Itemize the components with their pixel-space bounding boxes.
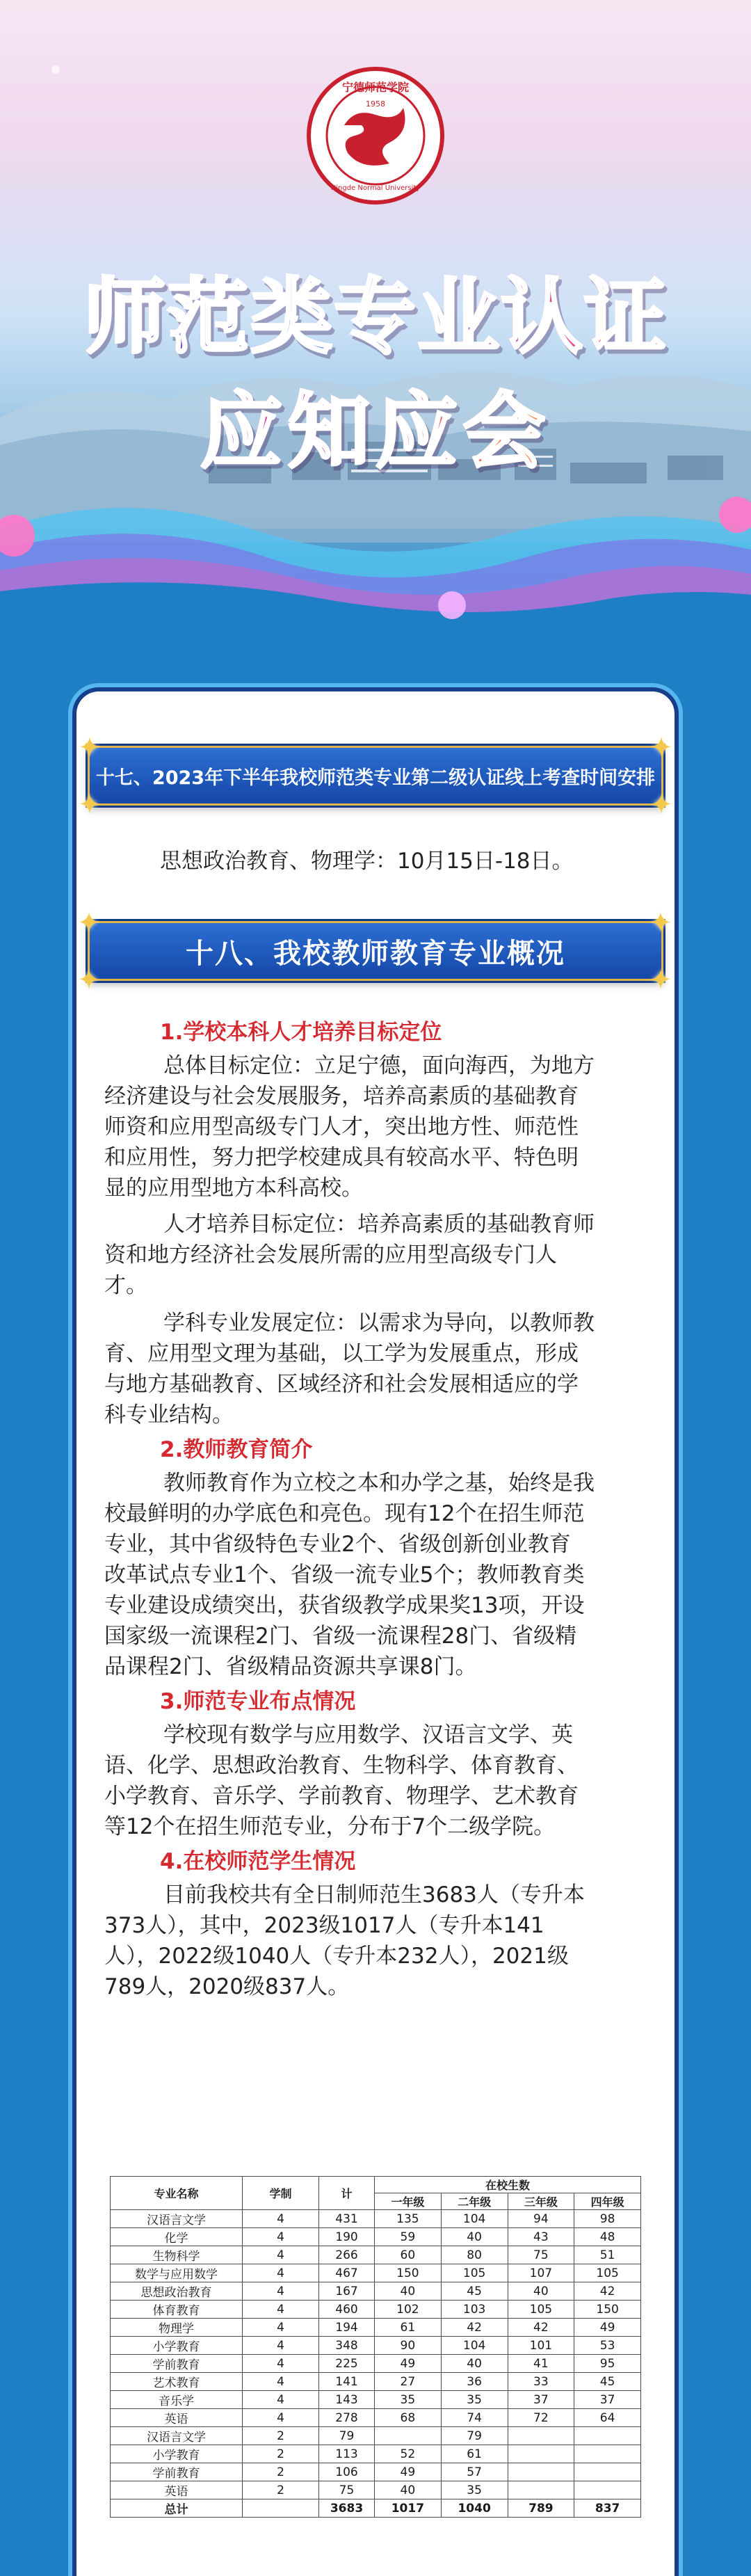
table-cell: 2 (243, 2445, 319, 2463)
section-18-banner (77, 907, 674, 996)
table-cell: 学前教育 (111, 2463, 243, 2481)
table-cell: 460 (319, 2301, 375, 2319)
table-row (111, 2355, 641, 2373)
table-cell: 40 (508, 2282, 574, 2301)
heading-teacher-education: 2.教师教育简介 (160, 1437, 313, 1462)
table-cell: 4 (243, 2210, 319, 2228)
star-icon: ✦ (77, 964, 102, 996)
table-cell: 数学与应用数学 (111, 2264, 243, 2282)
table-cell: 49 (375, 2463, 442, 2481)
table-cell: 英语 (111, 2481, 243, 2499)
table-cell: 431 (319, 2210, 375, 2228)
table-cell: 167 (319, 2282, 375, 2301)
table-cell: 68 (375, 2409, 442, 2427)
table-cell: 75 (508, 2246, 574, 2264)
table-cell: 2 (243, 2463, 319, 2481)
table-cell: 53 (574, 2337, 641, 2355)
table-cell: 74 (441, 2409, 508, 2427)
paragraph-line: 373人），其中，2023级1017人（专升本141 (104, 1913, 544, 1938)
table-cell: 3683 (319, 2499, 375, 2518)
table-cell: 278 (319, 2409, 375, 2427)
star-icon: ✦ (649, 964, 674, 996)
table-cell: 94 (508, 2210, 574, 2228)
table-cell: 41 (508, 2355, 574, 2373)
table-cell: 42 (441, 2319, 508, 2337)
table-row (111, 2409, 641, 2427)
table-row (111, 2319, 641, 2337)
svg-text:1958: 1958 (366, 99, 385, 109)
page-subtitle: 应知应会 (0, 365, 751, 483)
table-cell: 467 (319, 2264, 375, 2282)
table-cell: 4 (243, 2337, 319, 2355)
university-logo (306, 66, 445, 205)
table-cell: 42 (508, 2319, 574, 2337)
paragraph-line: 总体目标定位：立足宁德，面向海西，为地方 (163, 1053, 595, 1078)
table-cell: 61 (375, 2319, 442, 2337)
paragraph-line: 资和地方经济社会发展所需的应用型高级专门人 (104, 1242, 557, 1267)
table-row (111, 2337, 641, 2355)
table-cell: 266 (319, 2246, 375, 2264)
table-cell: 61 (441, 2445, 508, 2463)
paragraph-line: 品课程2门、省级精品资源共享课8门。 (104, 1654, 477, 1679)
table-row (111, 2391, 641, 2409)
table-row (111, 2427, 641, 2445)
table-cell: 43 (508, 2228, 574, 2246)
table-cell: 2 (243, 2481, 319, 2499)
heading-training-goals: 1.学校本科人才培养目标定位 (160, 1020, 442, 1045)
star-icon: ✦ (649, 732, 673, 764)
table-cell: 37 (508, 2391, 574, 2409)
section-17-title: 十七、2023年下半年我校师范类专业第二级认证线上考查时间安排 (95, 767, 656, 789)
table-cell: 汉语言文学 (111, 2427, 243, 2445)
table-cell: 105 (441, 2264, 508, 2282)
table-row (111, 2481, 641, 2499)
table-cell: 48 (574, 2228, 641, 2246)
heading-majors-distribution: 3.师范专业布点情况 (160, 1689, 356, 1714)
students-table (110, 2176, 641, 2518)
table-cell: 225 (319, 2355, 375, 2373)
table-cell: 101 (508, 2337, 574, 2355)
table-cell: 104 (441, 2210, 508, 2228)
table-cell: 35 (441, 2391, 508, 2409)
table-cell: 1017 (375, 2499, 442, 2518)
table-cell: 42 (574, 2282, 641, 2301)
paragraph-line: 才。 (104, 1273, 147, 1298)
table-cell: 49 (574, 2319, 641, 2337)
table-cell: 104 (441, 2337, 508, 2355)
table-cell: 40 (375, 2282, 442, 2301)
table-cell: 36 (441, 2373, 508, 2391)
table-cell: 4 (243, 2355, 319, 2373)
paragraph-line: 国家级一流课程2门、省级一流课程28门、省级精 (104, 1624, 577, 1649)
table-cell (574, 2463, 641, 2481)
table-row (111, 2373, 641, 2391)
table-cell (375, 2427, 442, 2445)
table-cell: 105 (508, 2301, 574, 2319)
table-cell: 190 (319, 2228, 375, 2246)
table-cell (508, 2463, 574, 2481)
svg-text:Ningde Normal University: Ningde Normal University (330, 184, 421, 192)
paragraph-line: 和应用性，努力把学校建成具有较高水平、特色明 (104, 1145, 579, 1170)
table-cell: 33 (508, 2373, 574, 2391)
table-row (111, 2210, 641, 2228)
table-cell: 59 (375, 2228, 442, 2246)
table-cell (508, 2481, 574, 2499)
heading-students: 4.在校师范学生情况 (160, 1849, 356, 1874)
table-cell: 37 (574, 2391, 641, 2409)
paragraph-line: 育、应用型文理为基础，以工学为发展重点，形成 (104, 1341, 579, 1366)
table-cell: 4 (243, 2319, 319, 2337)
table-cell: 150 (574, 2301, 641, 2319)
table-cell: 150 (375, 2264, 442, 2282)
table-cell: 79 (441, 2427, 508, 2445)
paragraph-line: 师资和应用型高级专门人才，突出地方性、师范性 (104, 1114, 579, 1139)
col-header-year2: 二年级 (441, 2193, 508, 2210)
table-cell: 107 (508, 2264, 574, 2282)
table-cell: 4 (243, 2228, 319, 2246)
table-cell: 40 (441, 2355, 508, 2373)
table-body (111, 2210, 641, 2518)
table-cell (508, 2427, 574, 2445)
table-cell: 学前教育 (111, 2355, 243, 2373)
table-cell: 141 (319, 2373, 375, 2391)
page-title: 师范类专业认证 (0, 250, 751, 369)
table-cell: 思想政治教育 (111, 2282, 243, 2301)
paragraph-line: 等12个在招生师范专业，分布于7个二级学院。 (104, 1814, 556, 1839)
table-cell (508, 2445, 574, 2463)
table-cell: 4 (243, 2391, 319, 2409)
table-cell (243, 2499, 319, 2518)
paragraph-line: 显的应用型地方本科高校。 (104, 1176, 363, 1201)
table-cell: 4 (243, 2246, 319, 2264)
paragraph-line: 与地方基础教育、区域经济和社会发展相适应的学 (104, 1372, 579, 1397)
table-total-row (111, 2499, 641, 2518)
table-cell: 40 (441, 2228, 508, 2246)
table-cell: 49 (375, 2355, 442, 2373)
table-row (111, 2246, 641, 2264)
table-cell: 4 (243, 2301, 319, 2319)
star-icon: ✦ (77, 907, 102, 939)
paragraph-line: 专业建设成绩突出，获省级教学成果奖13项，开设 (104, 1593, 585, 1618)
star-icon: ✦ (649, 789, 673, 821)
table-cell: 64 (574, 2409, 641, 2427)
table-cell: 837 (574, 2499, 641, 2518)
table-cell: 98 (574, 2210, 641, 2228)
table-cell: 79 (319, 2427, 375, 2445)
paragraph-line: 科专业结构。 (104, 1402, 234, 1427)
table-cell: 汉语言文学 (111, 2210, 243, 2228)
paragraph-line: 人），2022级1040人（专升本232人），2021级 (104, 1944, 569, 1969)
table-cell: 35 (375, 2391, 442, 2409)
table-cell: 60 (375, 2246, 442, 2264)
paragraph-line: 学科专业发展定位：以需求为导向，以教师教 (163, 1311, 595, 1336)
svg-text:宁德师范学院: 宁德师范学院 (341, 81, 410, 94)
table-cell: 72 (508, 2409, 574, 2427)
paragraph-line: 校最鲜明的办学底色和亮色。现有12个在招生师范 (104, 1501, 585, 1526)
table-cell: 45 (574, 2373, 641, 2391)
col-header-total: 计 (319, 2177, 375, 2210)
paragraph-line: 人才培养目标定位：培养高素质的基础教育师 (163, 1212, 595, 1237)
table-cell: 音乐学 (111, 2391, 243, 2409)
table-cell: 143 (319, 2391, 375, 2409)
paragraph-line: 教师教育作为立校之本和办学之基，始终是我 (163, 1471, 595, 1496)
table-cell: 80 (441, 2246, 508, 2264)
table-row (111, 2463, 641, 2481)
table-cell: 4 (243, 2264, 319, 2282)
table-cell: 体育教育 (111, 2301, 243, 2319)
star-icon: ✦ (78, 732, 102, 764)
table-cell: 57 (441, 2463, 508, 2481)
table-cell: 生物科学 (111, 2246, 243, 2264)
paragraph-line: 学校现有数学与应用数学、汉语言文学、英 (163, 1722, 573, 1747)
table-cell: 75 (319, 2481, 375, 2499)
col-header-year1: 一年级 (375, 2193, 442, 2210)
table-cell (574, 2445, 641, 2463)
table-cell: 物理学 (111, 2319, 243, 2337)
table-row (111, 2264, 641, 2282)
table-cell: 1040 (441, 2499, 508, 2518)
table-row (111, 2301, 641, 2319)
section-18-title: 十八、我校教师教育专业概况 (186, 937, 565, 970)
table-cell: 90 (375, 2337, 442, 2355)
table-cell: 135 (375, 2210, 442, 2228)
col-header-enrolled: 在校生数 (375, 2177, 641, 2193)
paragraph-line: 专业，其中省级特色专业2个、省级创新创业教育 (104, 1532, 571, 1557)
table-cell: 194 (319, 2319, 375, 2337)
hero-banner (0, 0, 751, 647)
table-row (111, 2228, 641, 2246)
paragraph-line: 语、化学、思想政治教育、生物科学、体育教育、 (104, 1753, 579, 1778)
table-cell: 113 (319, 2445, 375, 2463)
paragraph-line: 改革试点专业1个、省级一流专业5个；教师教育类 (104, 1562, 585, 1587)
table-cell: 52 (375, 2445, 442, 2463)
star-icon: ✦ (649, 907, 674, 939)
table-cell: 艺术教育 (111, 2373, 243, 2391)
table-cell (574, 2481, 641, 2499)
col-header-year4: 四年级 (574, 2193, 641, 2210)
table-row (111, 2445, 641, 2463)
col-header-duration: 学制 (243, 2177, 319, 2210)
table-cell: 348 (319, 2337, 375, 2355)
section-17-text: 思想政治教育、物理学：10月15日-18日。 (160, 849, 574, 874)
star-icon: ✦ (78, 789, 102, 821)
paragraph-line: 目前我校共有全日制师范生3683人（专升本 (163, 1882, 585, 1907)
table-cell: 95 (574, 2355, 641, 2373)
paragraph-line: 小学教育、音乐学、学前教育、物理学、艺术教育 (104, 1784, 579, 1809)
paragraph-line: 经济建设与社会发展服务，培养高素质的基础教育 (104, 1084, 579, 1109)
table-cell: 小学教育 (111, 2337, 243, 2355)
table-cell: 35 (441, 2481, 508, 2499)
table-cell: 2 (243, 2427, 319, 2445)
table-cell: 英语 (111, 2409, 243, 2427)
table-cell: 4 (243, 2373, 319, 2391)
table-row (111, 2282, 641, 2301)
table-cell: 化学 (111, 2228, 243, 2246)
table-cell: 4 (243, 2282, 319, 2301)
table-cell: 105 (574, 2264, 641, 2282)
table-cell: 51 (574, 2246, 641, 2264)
table-cell: 103 (441, 2301, 508, 2319)
table-cell: 4 (243, 2409, 319, 2427)
table-cell: 总计 (111, 2499, 243, 2518)
paragraph-line: 789人，2020级837人。 (104, 1974, 350, 1999)
section-17-banner (78, 732, 673, 821)
table-cell: 45 (441, 2282, 508, 2301)
table-cell: 102 (375, 2301, 442, 2319)
table-cell: 27 (375, 2373, 442, 2391)
table-cell: 小学教育 (111, 2445, 243, 2463)
col-header-year3: 三年级 (508, 2193, 574, 2210)
table-cell: 789 (508, 2499, 574, 2518)
table-cell: 40 (375, 2481, 442, 2499)
table-cell (574, 2427, 641, 2445)
col-header-name: 专业名称 (111, 2177, 243, 2210)
table-cell: 106 (319, 2463, 375, 2481)
